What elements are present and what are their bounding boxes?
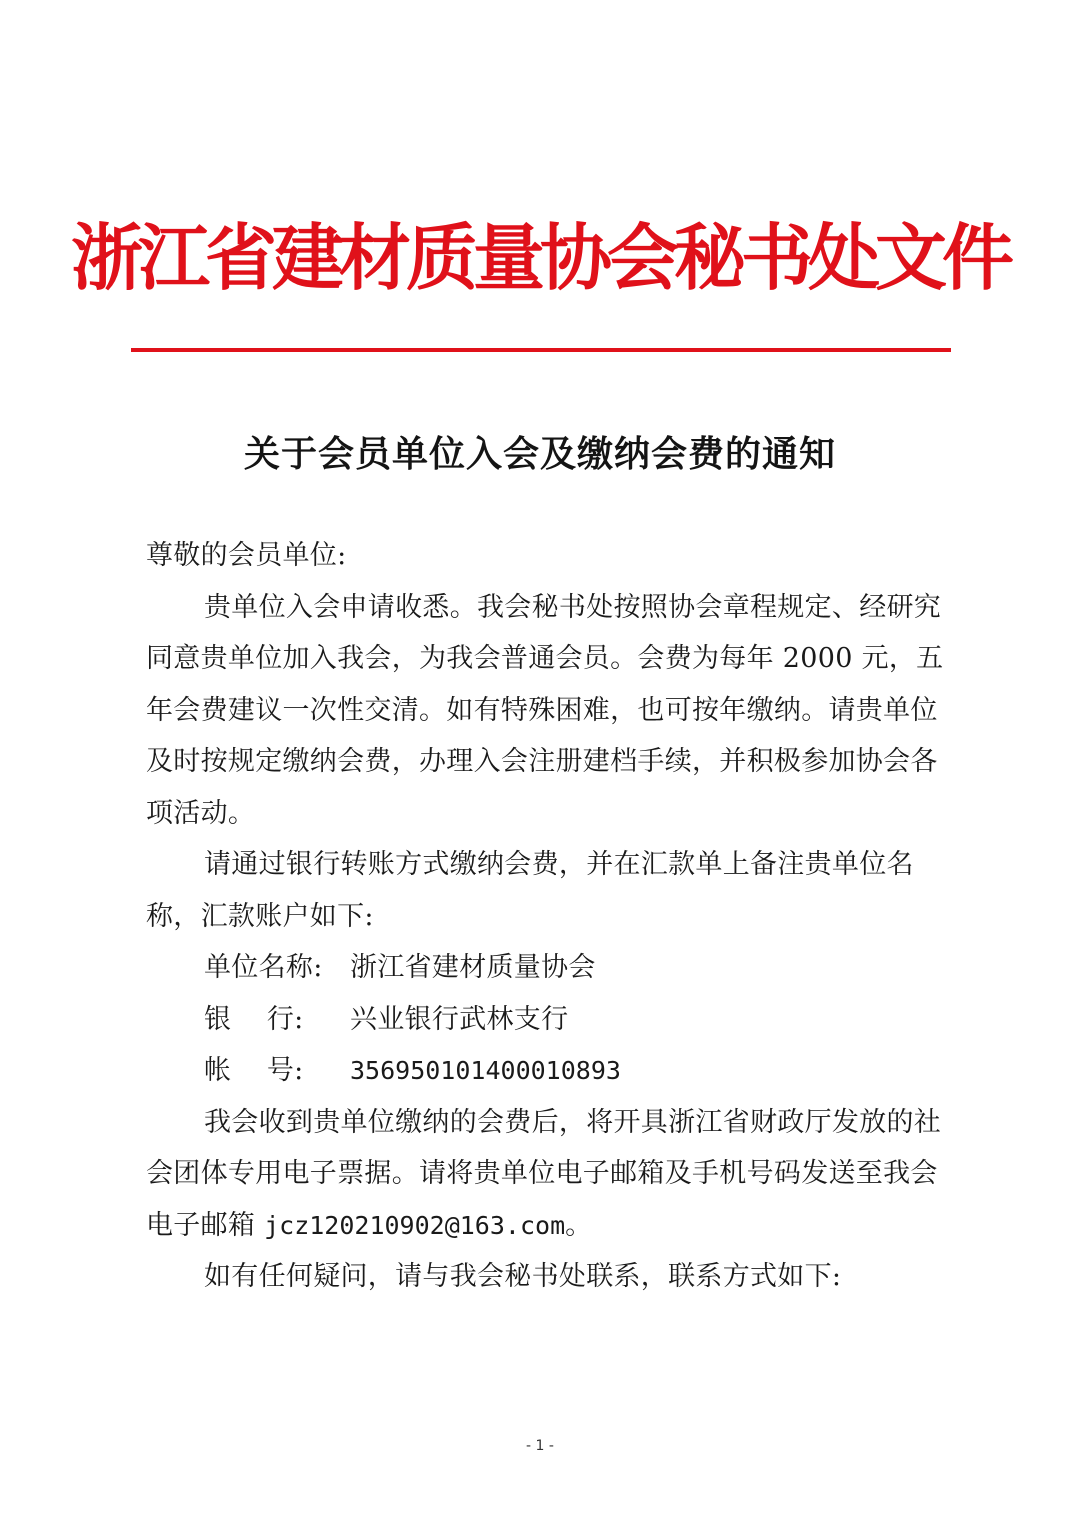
notice-title: 关于会员单位入会及缴纳会费的通知: [243, 433, 836, 475]
paragraph-payment-method: 请通过银行转账方式缴纳会费，并在汇款单上备注贵单位名称，汇款账户如下:: [146, 849, 914, 932]
salutation: 尊敬的会员单位:: [146, 540, 347, 571]
account-bank-value: 兴业银行武林支行: [350, 1003, 569, 1035]
account-row-name: [146, 942, 946, 994]
account-bank-label: 银 行:: [204, 1003, 304, 1035]
account-row-number: [146, 1045, 946, 1097]
paragraph-invoice-end: 。: [565, 1209, 593, 1241]
notice-body: [146, 530, 946, 1303]
account-number-value: 356950101400010893: [350, 1056, 621, 1085]
account-row-bank: [146, 994, 946, 1046]
paragraph-contact: 如有任何疑问，请与我会秘书处联系，联系方式如下:: [204, 1261, 842, 1292]
page-number: - 1 -: [526, 1438, 554, 1454]
paragraph-invoice: [146, 1097, 946, 1252]
contact-email: jcz120210902@163.com: [264, 1210, 566, 1240]
account-number-label: 帐 号:: [204, 1055, 304, 1086]
account-name-label: 单位名称:: [204, 952, 323, 983]
document-header-title: 浙江省建材质量协会秘书处文件: [70, 215, 1009, 300]
paragraph-invoice-lead: 我会收到贵单位缴纳的会费后，将开具浙江省财政厅发放的社会团体专用电子票据。请将贵单位电子邮箱及手机号码发送至我会电子邮箱: [146, 1106, 942, 1241]
header-red-rule: [131, 348, 951, 352]
paragraph-membership: 贵单位入会申请收悉。我会秘书处按照协会章程规定、经研究同意贵单位加入我会，为我会普通会员。会费为每年 2000 元，五年会费建议一次性交清。如有特殊困难，也可按年缴纳。请贵单位及时按规定缴纳会费，办理入会注册建档手续，并积极参加协会各项活动。: [146, 591, 944, 829]
account-name-value: 浙江省建材质量协会: [350, 952, 596, 983]
